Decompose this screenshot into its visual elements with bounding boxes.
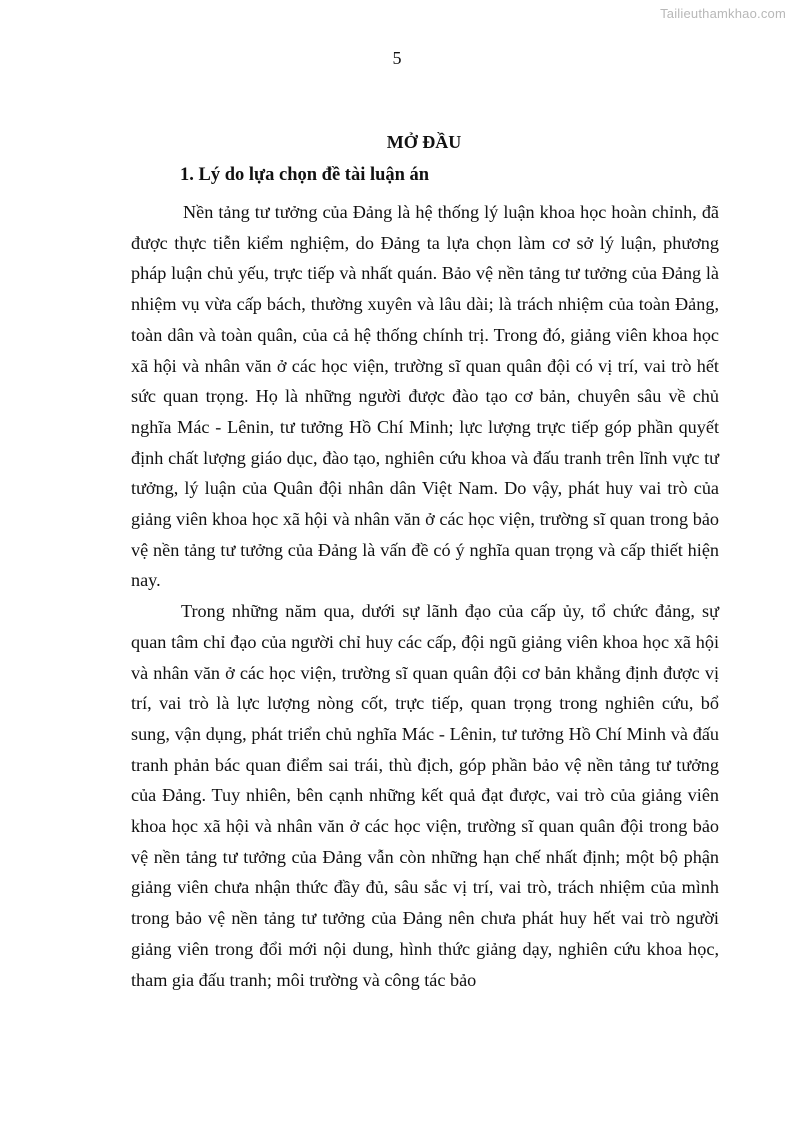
body-text [131, 197, 719, 995]
watermark: Tailieuthamkhao.com [660, 6, 786, 21]
page-number: 5 [392, 48, 402, 68]
paragraph-1: Nền tảng tư tưởng của Đảng là hệ thống lý luận khoa học hoàn chỉnh, đã được thực tiễn kiểm nghiệm, do Đảng ta lựa chọn làm cơ sở lý luận, phương pháp luận chủ yếu, trực tiếp và nhất quán. Bảo vệ nền tảng tư tưởng của Đảng là nhiệm vụ vừa cấp bách, thường xuyên và lâu dài; là trách nhiệm của toàn Đảng, toàn dân và toàn quân, của cả hệ thống chính trị. Trong đó, giảng viên khoa học xã hội và nhân văn ở các học viện, trường sĩ quan quân đội có vị trí, vai trò hết sức quan trọng. Họ là những người được đào tạo cơ bản, chuyên sâu về chủ nghĩa Mác - Lênin, tư tưởng Hồ Chí Minh; lực lượng trực tiếp góp phần quyết định chất lượng giáo dục, đào tạo, nghiên cứu khoa và đấu tranh trên lĩnh vực tư tưởng, lý luận của Quân đội nhân dân Việt Nam. Do vậy, phát huy vai trò của giảng viên khoa học xã hội và nhân văn ở các học viện, trường sĩ quan trong bảo vệ nền tảng tư tưởng của Đảng là vấn đề có ý nghĩa quan trọng và cấp thiết hiện nay. [131, 202, 719, 591]
paragraph-2: Trong những năm qua, dưới sự lãnh đạo của cấp ủy, tổ chức đảng, sự quan tâm chỉ đạo của người chỉ huy các cấp, đội ngũ giảng viên khoa học xã hội và nhân văn ở các học viện, trường sĩ quan quân đội cơ bản khẳng định được vị trí, vai trò là lực lượng nòng cốt, trực tiếp, quan trọng trong nghiên cứu, bổ sung, vận dụng, phát triển chủ nghĩa Mác - Lênin, tư tưởng Hồ Chí Minh và đấu tranh phản bác quan điểm sai trái, thù địch, góp phần bảo vệ nền tảng tư tưởng của Đảng. Tuy nhiên, bên cạnh những kết quả đạt được, vai trò của giảng viên khoa học xã hội và nhân văn ở các học viện, trường sĩ quan quân đội trong bảo vệ nền tảng tư tưởng của Đảng vẫn còn những hạn chế nhất định; một bộ phận giảng viên chưa nhận thức đầy đủ, sâu sắc vị trí, vai trò, trách nhiệm của mình trong bảo vệ nền tảng tư tưởng của Đảng nên chưa phát huy hết vai trò người giảng viên trong đổi mới nội dung, hình thức giảng dạy, nghiên cứu khoa học, tham gia đấu tranh; môi trường và công tác bảo [131, 601, 719, 990]
section-heading: 1. Lý do lựa chọn đề tài luận án [180, 165, 430, 185]
document-title: MỞ ĐẦU [386, 132, 462, 152]
